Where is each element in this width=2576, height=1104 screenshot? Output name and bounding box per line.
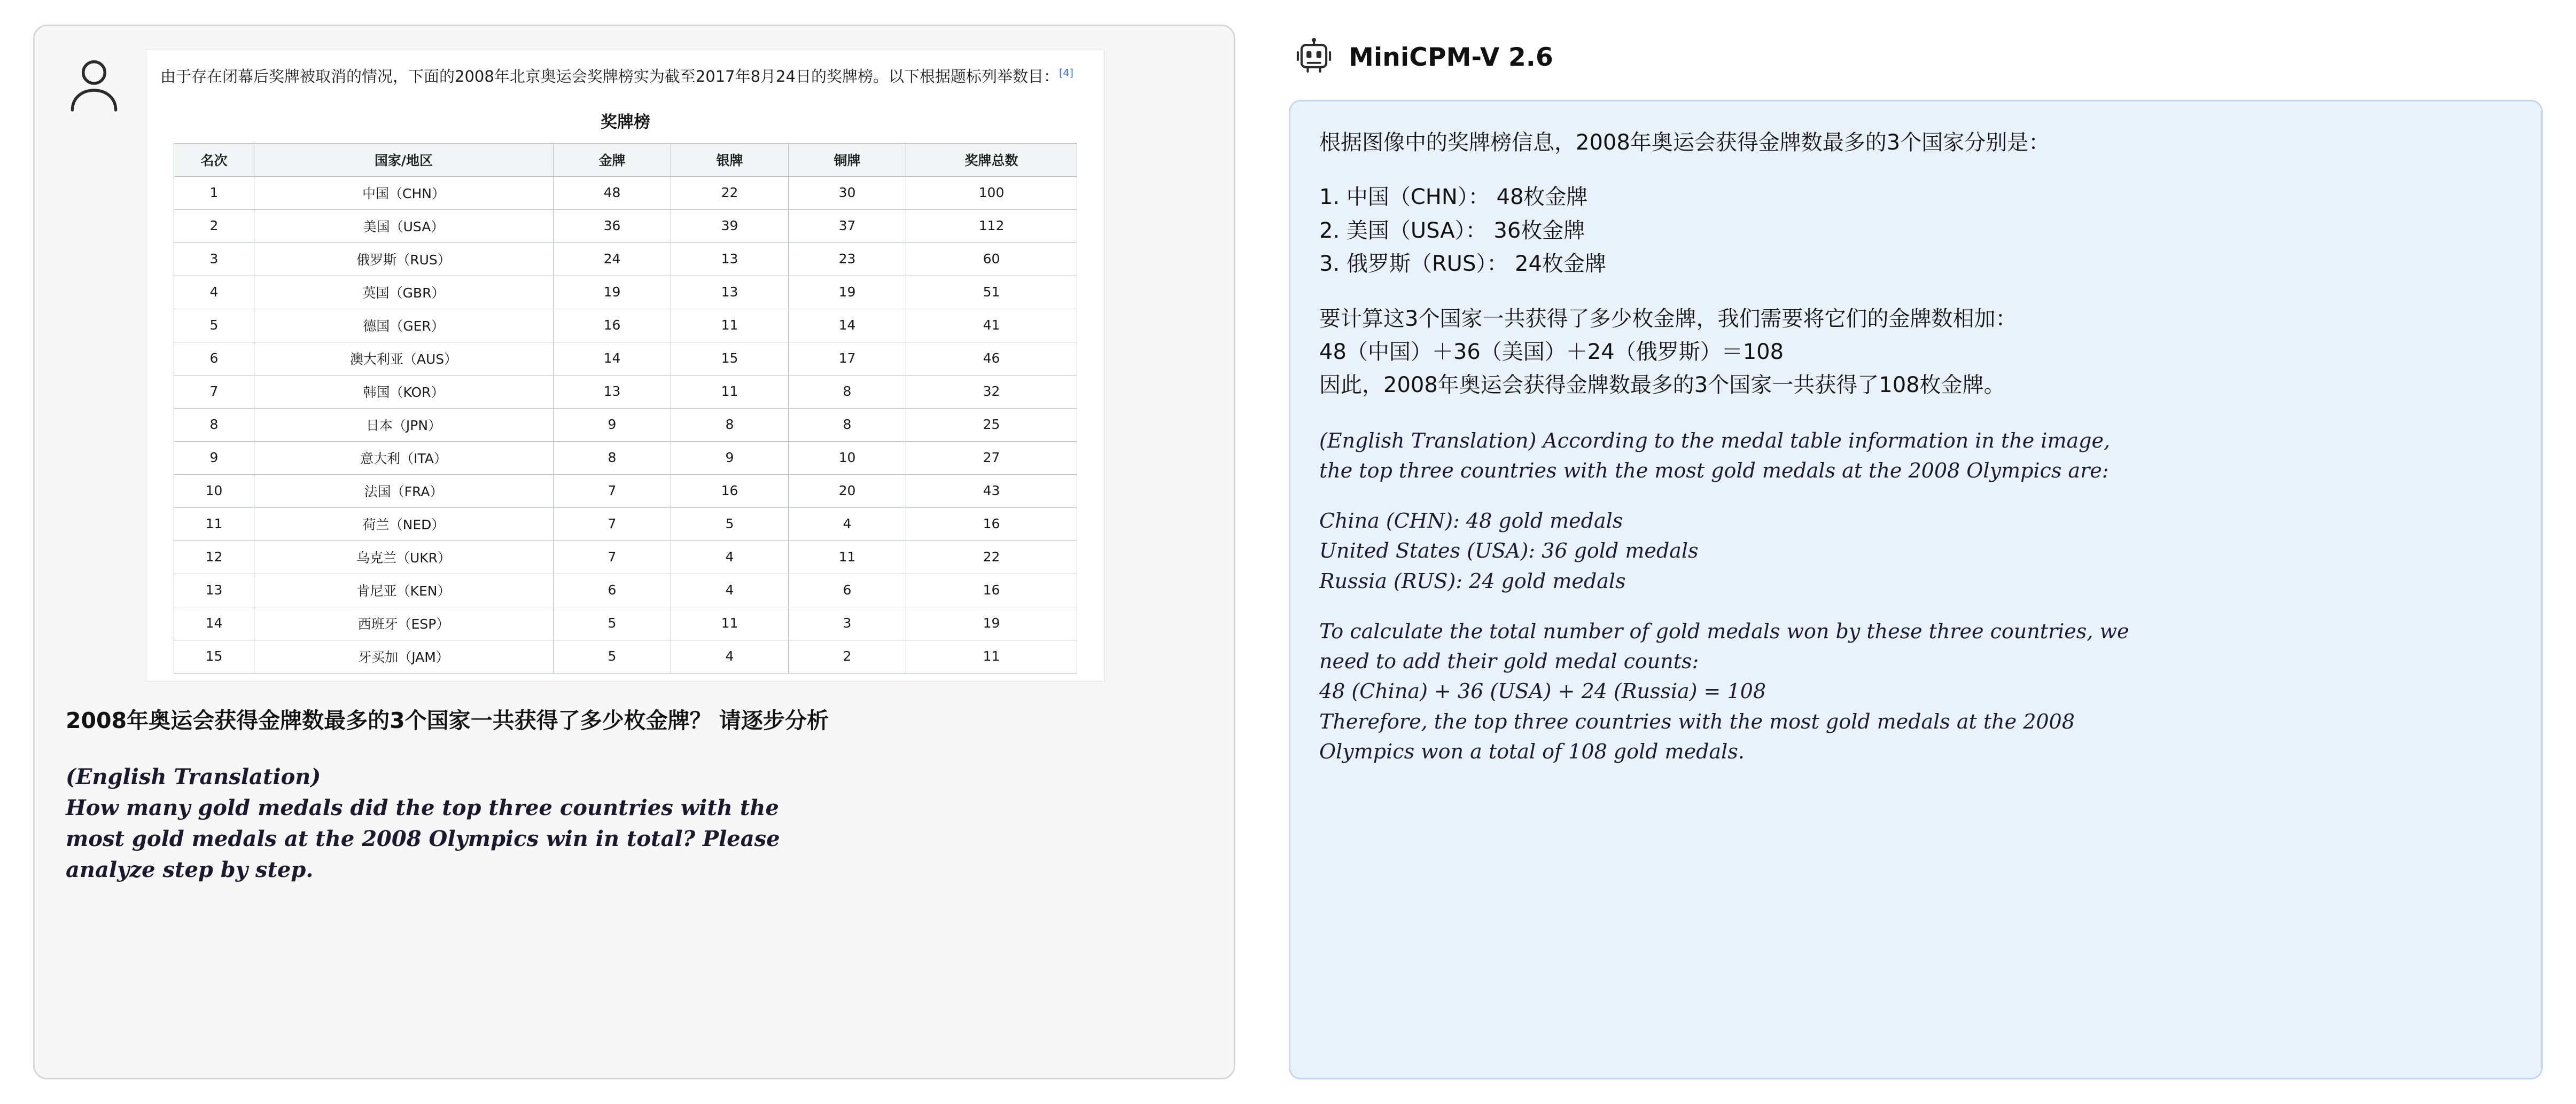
cell-gold: 48 xyxy=(554,176,671,209)
cell-gold: 19 xyxy=(554,276,671,309)
user-question-en xyxy=(63,762,1206,886)
cell-nation: 美国（USA） xyxy=(254,209,554,242)
cell-nation: 意大利（ITA） xyxy=(254,441,554,474)
table-row xyxy=(174,209,1077,242)
translation-label: (English Translation) xyxy=(66,764,321,790)
cell-nation: 英国（GBR） xyxy=(254,276,554,309)
answer-en-intro-line: (English Translation) According to the medal table information in the image, xyxy=(1319,428,2111,452)
cell-rank: 8 xyxy=(174,408,254,441)
cell-bronze: 11 xyxy=(789,541,906,574)
answer-en-calc-line: need to add their gold medal counts: xyxy=(1319,649,1699,674)
robot-icon xyxy=(1294,36,1334,79)
cell-nation: 西班牙（ESP） xyxy=(254,607,554,640)
answer-en-calc-line: 48 (China) + 36 (USA) + 24 (Russia) = 108 xyxy=(1319,679,1766,703)
medal-table-title: 奖牌榜 xyxy=(601,112,650,132)
table-row xyxy=(174,441,1077,474)
cell-total: 32 xyxy=(906,375,1077,408)
answer-zh-intro: 根据图像中的奖牌榜信息，2008年奥运会获得金牌数最多的3个国家分别是： xyxy=(1319,130,2050,155)
cell-bronze: 20 xyxy=(789,474,906,507)
cell-silver: 39 xyxy=(671,209,789,242)
assistant-column xyxy=(1289,25,2543,1079)
table-row xyxy=(174,375,1077,408)
cell-gold: 7 xyxy=(554,507,671,541)
question-en-line: How many gold medals did the top three countries with the xyxy=(66,795,779,821)
medal-table xyxy=(174,143,1077,674)
cell-nation: 荷兰（NED） xyxy=(254,507,554,541)
cell-silver: 8 xyxy=(671,408,789,441)
cell-silver: 11 xyxy=(671,375,789,408)
cell-bronze: 4 xyxy=(789,507,906,541)
cell-gold: 9 xyxy=(554,408,671,441)
cell-nation: 澳大利亚（AUS） xyxy=(254,342,554,375)
column-header: 名次 xyxy=(174,143,254,176)
citation-marker: [4] xyxy=(1059,67,1073,79)
cell-silver: 4 xyxy=(671,640,789,673)
cell-nation: 俄罗斯（RUS） xyxy=(254,242,554,276)
answer-en-list-item: United States (USA): 36 gold medals xyxy=(1319,539,1699,563)
cell-bronze: 14 xyxy=(789,309,906,342)
table-row xyxy=(174,342,1077,375)
table-row xyxy=(174,640,1077,673)
answer-zh-list-item: 2. 美国（USA）： 36枚金牌 xyxy=(1319,218,1585,243)
cell-total: 27 xyxy=(906,441,1077,474)
answer-en-list xyxy=(1319,506,2512,596)
table-row xyxy=(174,242,1077,276)
question-zh-line: 2008年奥运会获得金牌数最多的3个国家一共获得了多少枚金牌？ xyxy=(66,707,712,733)
cell-silver: 16 xyxy=(671,474,789,507)
cell-rank: 10 xyxy=(174,474,254,507)
article-intro-text xyxy=(160,64,1091,89)
cell-silver: 11 xyxy=(671,309,789,342)
answer-chinese xyxy=(1319,126,2512,402)
cell-gold: 14 xyxy=(554,342,671,375)
cell-rank: 2 xyxy=(174,209,254,242)
cell-bronze: 19 xyxy=(789,276,906,309)
cell-total: 11 xyxy=(906,640,1077,673)
cell-nation: 德国（GER） xyxy=(254,309,554,342)
cell-total: 60 xyxy=(906,242,1077,276)
assistant-answer-card xyxy=(1289,100,2543,1079)
cell-total: 51 xyxy=(906,276,1077,309)
cell-bronze: 23 xyxy=(789,242,906,276)
cell-rank: 5 xyxy=(174,309,254,342)
user-question-zh xyxy=(63,705,1206,736)
answer-english xyxy=(1319,426,2512,766)
cell-rank: 15 xyxy=(174,640,254,673)
cell-silver: 9 xyxy=(671,441,789,474)
cell-nation: 中国（CHN） xyxy=(254,176,554,209)
table-row xyxy=(174,507,1077,541)
cell-silver: 11 xyxy=(671,607,789,640)
cell-nation: 日本（JPN） xyxy=(254,408,554,441)
cell-gold: 36 xyxy=(554,209,671,242)
question-zh-line: 请逐步分析 xyxy=(719,707,829,733)
cell-bronze: 37 xyxy=(789,209,906,242)
table-row xyxy=(174,574,1077,607)
answer-en-calc-line: To calculate the total number of gold medals won by these three countries, we xyxy=(1319,619,2129,643)
cell-total: 16 xyxy=(906,507,1077,541)
cell-rank: 4 xyxy=(174,276,254,309)
answer-en-calc-line: Olympics won a total of 108 gold medals. xyxy=(1319,739,1745,763)
cell-total: 46 xyxy=(906,342,1077,375)
cell-rank: 14 xyxy=(174,607,254,640)
article-bottom-fade xyxy=(160,674,1091,681)
table-row xyxy=(174,408,1077,441)
answer-zh-list xyxy=(1319,181,2512,280)
cell-nation: 乌克兰（UKR） xyxy=(254,541,554,574)
cell-bronze: 6 xyxy=(789,574,906,607)
answer-en-calculation xyxy=(1319,616,2512,766)
cell-total: 25 xyxy=(906,408,1077,441)
cell-gold: 13 xyxy=(554,375,671,408)
answer-en-calc-line: Therefore, the top three countries with the most gold medals at the 2008 xyxy=(1319,709,2075,733)
cell-rank: 7 xyxy=(174,375,254,408)
cell-nation: 法国（FRA） xyxy=(254,474,554,507)
cell-total: 19 xyxy=(906,607,1077,640)
answer-en-list-item: China (CHN): 48 gold medals xyxy=(1319,509,1623,533)
cell-gold: 6 xyxy=(554,574,671,607)
answer-zh-calc-line: 48（中国）＋36（美国）＋24（俄罗斯）＝108 xyxy=(1319,339,1784,364)
cell-total: 100 xyxy=(906,176,1077,209)
cell-bronze: 17 xyxy=(789,342,906,375)
column-header: 金牌 xyxy=(554,143,671,176)
answer-en-intro xyxy=(1319,426,2512,486)
cell-rank: 11 xyxy=(174,507,254,541)
cell-silver: 22 xyxy=(671,176,789,209)
cell-total: 43 xyxy=(906,474,1077,507)
cell-silver: 13 xyxy=(671,242,789,276)
cell-gold: 7 xyxy=(554,541,671,574)
cell-rank: 6 xyxy=(174,342,254,375)
cell-rank: 3 xyxy=(174,242,254,276)
cell-bronze: 30 xyxy=(789,176,906,209)
column-header: 国家/地区 xyxy=(254,143,554,176)
cell-total: 41 xyxy=(906,309,1077,342)
cell-total: 16 xyxy=(906,574,1077,607)
table-row xyxy=(174,607,1077,640)
user-message-panel xyxy=(33,25,1235,1079)
cell-rank: 13 xyxy=(174,574,254,607)
answer-zh-calculation xyxy=(1319,302,2512,402)
cell-silver: 5 xyxy=(671,507,789,541)
table-row xyxy=(174,309,1077,342)
answer-zh-list-item: 1. 中国（CHN）： 48枚金牌 xyxy=(1319,185,1588,210)
question-en-line: most gold medals at the 2008 Olympics win in total? Please xyxy=(66,826,780,852)
cell-gold: 8 xyxy=(554,441,671,474)
cell-bronze: 2 xyxy=(789,640,906,673)
assistant-header xyxy=(1289,36,2543,79)
column-header: 奖牌总数 xyxy=(906,143,1077,176)
article-intro-span: 由于存在闭幕后奖牌被取消的情况，下面的2008年北京奥运会奖牌榜实为截至2017年8月24日的奖牌榜。以下根据题标列举数目： xyxy=(160,67,1059,85)
cell-total: 112 xyxy=(906,209,1077,242)
cell-silver: 4 xyxy=(671,574,789,607)
cell-nation: 肯尼亚（KEN） xyxy=(254,574,554,607)
cell-gold: 5 xyxy=(554,640,671,673)
cell-total: 22 xyxy=(906,541,1077,574)
cell-rank: 12 xyxy=(174,541,254,574)
medal-table-image xyxy=(146,50,1105,682)
answer-zh-calc-line: 因此，2008年奥运会获得金牌数最多的3个国家一共获得了108枚金牌。 xyxy=(1319,373,2005,398)
column-header: 银牌 xyxy=(671,143,789,176)
cell-rank: 1 xyxy=(174,176,254,209)
cell-bronze: 8 xyxy=(789,408,906,441)
assistant-name: MiniCPM-V 2.6 xyxy=(1349,43,1553,72)
answer-zh-list-item: 3. 俄罗斯（RUS）： 24枚金牌 xyxy=(1319,252,1606,277)
cell-rank: 9 xyxy=(174,441,254,474)
medal-table-header-row xyxy=(174,143,1077,176)
question-en-line: analyze step by step. xyxy=(66,857,314,883)
cell-nation: 韩国（KOR） xyxy=(254,375,554,408)
cell-bronze: 10 xyxy=(789,441,906,474)
table-row xyxy=(174,176,1077,209)
cell-gold: 16 xyxy=(554,309,671,342)
table-row xyxy=(174,276,1077,309)
user-avatar-icon xyxy=(63,50,126,116)
table-row xyxy=(174,541,1077,574)
cell-silver: 4 xyxy=(671,541,789,574)
cell-nation: 牙买加（JAM） xyxy=(254,640,554,673)
answer-en-list-item: Russia (RUS): 24 gold medals xyxy=(1319,569,1626,593)
cell-silver: 15 xyxy=(671,342,789,375)
answer-zh-calc-line: 要计算这3个国家一共获得了多少枚金牌，我们需要将它们的金牌数相加： xyxy=(1319,306,2017,331)
cell-bronze: 8 xyxy=(789,375,906,408)
cell-gold: 7 xyxy=(554,474,671,507)
answer-en-intro-line: the top three countries with the most gold medals at the 2008 Olympics are: xyxy=(1319,458,2109,482)
cell-gold: 5 xyxy=(554,607,671,640)
cell-gold: 24 xyxy=(554,242,671,276)
cell-bronze: 3 xyxy=(789,607,906,640)
cell-silver: 13 xyxy=(671,276,789,309)
user-message-header xyxy=(63,50,1206,682)
column-header: 铜牌 xyxy=(789,143,906,176)
table-row xyxy=(174,474,1077,507)
